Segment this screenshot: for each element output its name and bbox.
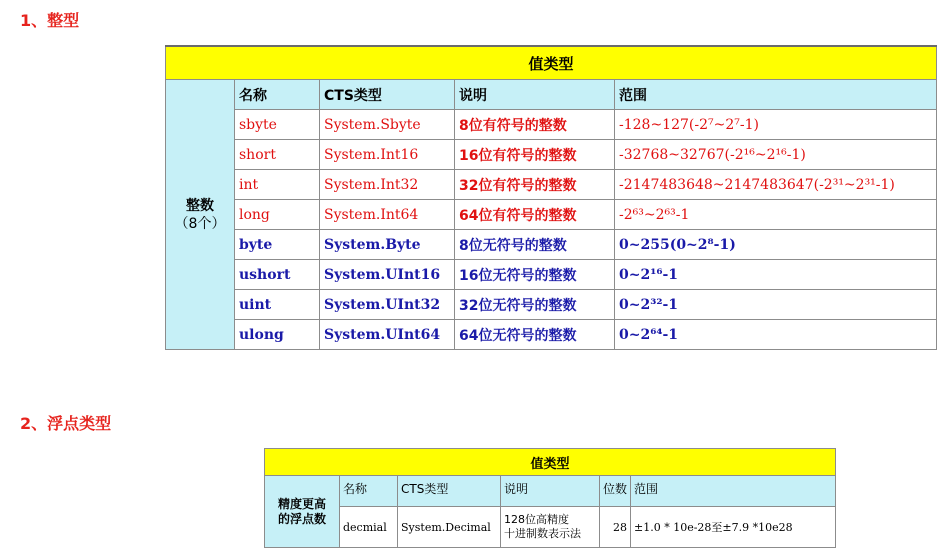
column-header-name: 名称: [235, 80, 320, 110]
section-heading-integer: 1、整型: [20, 11, 80, 30]
column-header-range: 范围: [631, 476, 836, 507]
table-row: [166, 140, 937, 170]
category-count: （8个）: [174, 215, 226, 232]
type-name: short: [235, 140, 320, 170]
integer-types-table: [165, 45, 937, 350]
type-range: 0~2¹⁶-1: [615, 260, 937, 290]
type-range: 0~2⁶⁴-1: [615, 320, 937, 350]
type-name: ushort: [235, 260, 320, 290]
table-caption: 值类型: [265, 449, 836, 476]
type-range: -2147483648~2147483647(-2³¹~2³¹-1): [615, 170, 937, 200]
type-range: -128~127(-2⁷~2⁷-1): [615, 110, 937, 140]
type-description: 32位有符号的整数: [455, 170, 615, 200]
table-row: [166, 290, 937, 320]
category-label-line2: 的浮点数: [277, 511, 326, 526]
description-line2: 十进制数表示法: [504, 527, 581, 540]
description-line1: 128位高精度: [504, 513, 569, 526]
cts-type: System.Int32: [320, 170, 455, 200]
type-range: ±1.0 * 10e-28至±7.9 *10e28: [631, 507, 836, 548]
column-header-name: 名称: [340, 476, 398, 507]
type-name: int: [235, 170, 320, 200]
table-row: [166, 260, 937, 290]
cts-type: System.UInt64: [320, 320, 455, 350]
type-description: 64位有符号的整数: [455, 200, 615, 230]
cts-type: System.Byte: [320, 230, 455, 260]
category-cell: [166, 80, 235, 350]
type-range: -2⁶³~2⁶³-1: [615, 200, 937, 230]
table-row: [166, 320, 937, 350]
column-header-cts: CTS类型: [320, 80, 455, 110]
type-description: 32位无符号的整数: [455, 290, 615, 320]
section-heading-float: 2、浮点类型: [20, 414, 112, 433]
cts-type: System.UInt32: [320, 290, 455, 320]
type-range: 0~2³²-1: [615, 290, 937, 320]
category-label: 整数: [186, 197, 214, 214]
cts-type: System.UInt16: [320, 260, 455, 290]
column-header-cts: CTS类型: [398, 476, 501, 507]
table-header-row: [265, 476, 836, 507]
bit-count: 28: [600, 507, 631, 548]
type-description: [501, 507, 600, 548]
column-header-desc: 说明: [455, 80, 615, 110]
category-label-line1: 精度更高: [277, 496, 326, 511]
cts-type: System.Int16: [320, 140, 455, 170]
table-row: [166, 170, 937, 200]
type-description: 16位无符号的整数: [455, 260, 615, 290]
type-name: decmial: [340, 507, 398, 548]
cts-type: System.Decimal: [398, 507, 501, 548]
type-range: 0~255(0~2⁸-1): [615, 230, 937, 260]
cts-type: System.Sbyte: [320, 110, 455, 140]
column-header-desc: 说明: [501, 476, 600, 507]
table-row: [166, 110, 937, 140]
type-name: byte: [235, 230, 320, 260]
table-caption: 值类型: [166, 46, 937, 80]
float-types-table: [264, 448, 836, 548]
type-name: sbyte: [235, 110, 320, 140]
type-name: uint: [235, 290, 320, 320]
column-header-bits: 位数: [600, 476, 631, 507]
type-description: 64位无符号的整数: [455, 320, 615, 350]
type-description: 16位有符号的整数: [455, 140, 615, 170]
type-name: long: [235, 200, 320, 230]
category-cell: [265, 476, 340, 548]
type-range: -32768~32767(-2¹⁶~2¹⁶-1): [615, 140, 937, 170]
type-description: 8位有符号的整数: [455, 110, 615, 140]
table-header-row: [166, 80, 937, 110]
table-row: [166, 230, 937, 260]
column-header-range: 范围: [615, 80, 937, 110]
type-name: ulong: [235, 320, 320, 350]
type-description: 8位无符号的整数: [455, 230, 615, 260]
table-row: [265, 507, 836, 548]
cts-type: System.Int64: [320, 200, 455, 230]
table-row: [166, 200, 937, 230]
